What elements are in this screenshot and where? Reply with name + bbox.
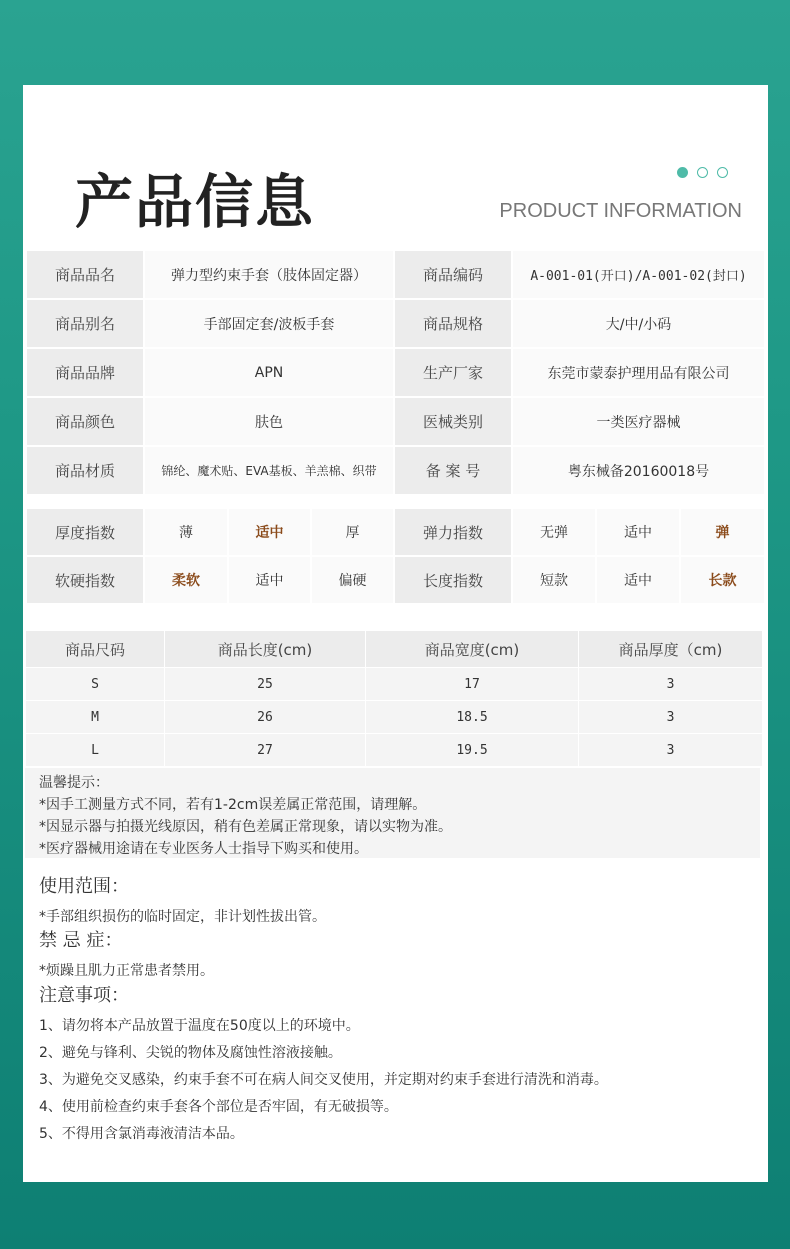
dot-indicator[interactable] — [697, 167, 708, 178]
dot-indicator-active[interactable] — [677, 167, 688, 178]
size-table — [25, 630, 763, 767]
index-option: 薄 — [144, 508, 228, 556]
section-text: *手部组织损伤的临时固定，非计划性拔出管。 — [39, 909, 326, 925]
caution-item: 1、请勿将本产品放置于温度在50度以上的环境中。 — [39, 1018, 360, 1034]
product-index-table — [25, 507, 766, 605]
table-cell: 18.5 — [366, 701, 579, 734]
table-row — [26, 299, 765, 348]
table-row — [26, 397, 765, 446]
table-row — [26, 508, 765, 556]
info-label: 商品颜色 — [26, 397, 144, 446]
info-label: 商品别名 — [26, 299, 144, 348]
index-label: 厚度指数 — [26, 508, 144, 556]
usage-section — [39, 872, 326, 931]
table-cell: L — [26, 734, 165, 767]
page-title: 产品信息 — [75, 168, 316, 236]
caution-item: 4、使用前检查约束手套各个部位是否牢固，有无破损等。 — [39, 1099, 398, 1115]
notice-box — [25, 768, 760, 858]
index-option: 厚 — [311, 508, 394, 556]
column-header: 商品长度(cm) — [165, 631, 366, 668]
caution-item: 5、不得用含氯消毒液清洁本品。 — [39, 1126, 244, 1142]
info-value: A-001-01(开口)/A-001-02(封口) — [512, 250, 765, 299]
column-header: 商品尺码 — [26, 631, 165, 668]
info-label: 备 案 号 — [394, 446, 512, 495]
caution-item: 3、为避免交叉感染，约束手套不可在病人间交叉使用，并定期对约束手套进行清洗和消毒。 — [39, 1072, 608, 1088]
info-label: 商品规格 — [394, 299, 512, 348]
info-value: 大/中/小码 — [512, 299, 765, 348]
table-row — [26, 668, 763, 701]
info-value: APN — [144, 348, 394, 397]
section-heading: 注意事项： — [39, 985, 129, 1006]
info-value: 锦纶、魔术贴、EVA基板、羊羔棉、织带 — [144, 446, 394, 495]
carousel-dots — [677, 167, 728, 178]
index-option: 适中 — [596, 508, 680, 556]
table-cell: 3 — [579, 701, 763, 734]
table-row — [26, 556, 765, 604]
table-cell: 3 — [579, 734, 763, 767]
index-option-selected: 弹 — [680, 508, 765, 556]
table-cell: 26 — [165, 701, 366, 734]
page-subtitle: PRODUCT INFORMATION — [499, 200, 742, 222]
table-cell: M — [26, 701, 165, 734]
table-header-row — [26, 631, 763, 668]
section-heading: 使用范围： — [39, 876, 129, 897]
notice-line: *因手工测量方式不同，若有1-2cm误差属正常范围，请理解。 — [39, 797, 427, 813]
table-row — [26, 348, 765, 397]
info-label: 商品品牌 — [26, 348, 144, 397]
table-cell: S — [26, 668, 165, 701]
table-row — [26, 250, 765, 299]
product-info-table — [25, 249, 766, 496]
info-value: 一类医疗器械 — [512, 397, 765, 446]
index-option: 短款 — [512, 556, 596, 604]
dot-indicator[interactable] — [717, 167, 728, 178]
section-text: *烦躁且肌力正常患者禁用。 — [39, 963, 214, 979]
info-label: 商品材质 — [26, 446, 144, 495]
table-cell: 25 — [165, 668, 366, 701]
info-value: 肤色 — [144, 397, 394, 446]
index-option-selected: 适中 — [228, 508, 311, 556]
index-option: 偏硬 — [311, 556, 394, 604]
table-row — [26, 734, 763, 767]
info-label: 商品品名 — [26, 250, 144, 299]
table-cell: 17 — [366, 668, 579, 701]
table-row — [26, 446, 765, 495]
index-option-selected: 长款 — [680, 556, 765, 604]
info-value: 粤东械备20160018号 — [512, 446, 765, 495]
table-cell: 19.5 — [366, 734, 579, 767]
index-option: 适中 — [596, 556, 680, 604]
index-label: 软硬指数 — [26, 556, 144, 604]
info-label: 医械类别 — [394, 397, 512, 446]
info-label: 商品编码 — [394, 250, 512, 299]
product-info-card — [23, 85, 768, 1182]
column-header: 商品厚度（cm) — [579, 631, 763, 668]
info-value: 弹力型约束手套（肢体固定器） — [144, 250, 394, 299]
info-value: 东莞市蒙泰护理用品有限公司 — [512, 348, 765, 397]
notice-line: *因显示器与拍摄光线原因，稍有色差属正常现象，请以实物为准。 — [39, 819, 452, 835]
info-value: 手部固定套/波板手套 — [144, 299, 394, 348]
info-label: 生产厂家 — [394, 348, 512, 397]
table-cell: 27 — [165, 734, 366, 767]
index-label: 弹力指数 — [394, 508, 512, 556]
section-heading: 禁 忌 症： — [39, 930, 123, 951]
notice-line: *医疗器械用途请在专业医务人士指导下购买和使用。 — [39, 841, 368, 857]
index-label: 长度指数 — [394, 556, 512, 604]
column-header: 商品宽度(cm) — [366, 631, 579, 668]
caution-section — [39, 981, 608, 1148]
contraindication-section — [39, 926, 214, 985]
table-row — [26, 701, 763, 734]
caution-item: 2、避免与锋利、尖锐的物体及腐蚀性溶液接触。 — [39, 1045, 342, 1061]
index-option-selected: 柔软 — [144, 556, 228, 604]
notice-title: 温馨提示： — [39, 775, 109, 791]
index-option: 无弹 — [512, 508, 596, 556]
index-option: 适中 — [228, 556, 311, 604]
table-cell: 3 — [579, 668, 763, 701]
